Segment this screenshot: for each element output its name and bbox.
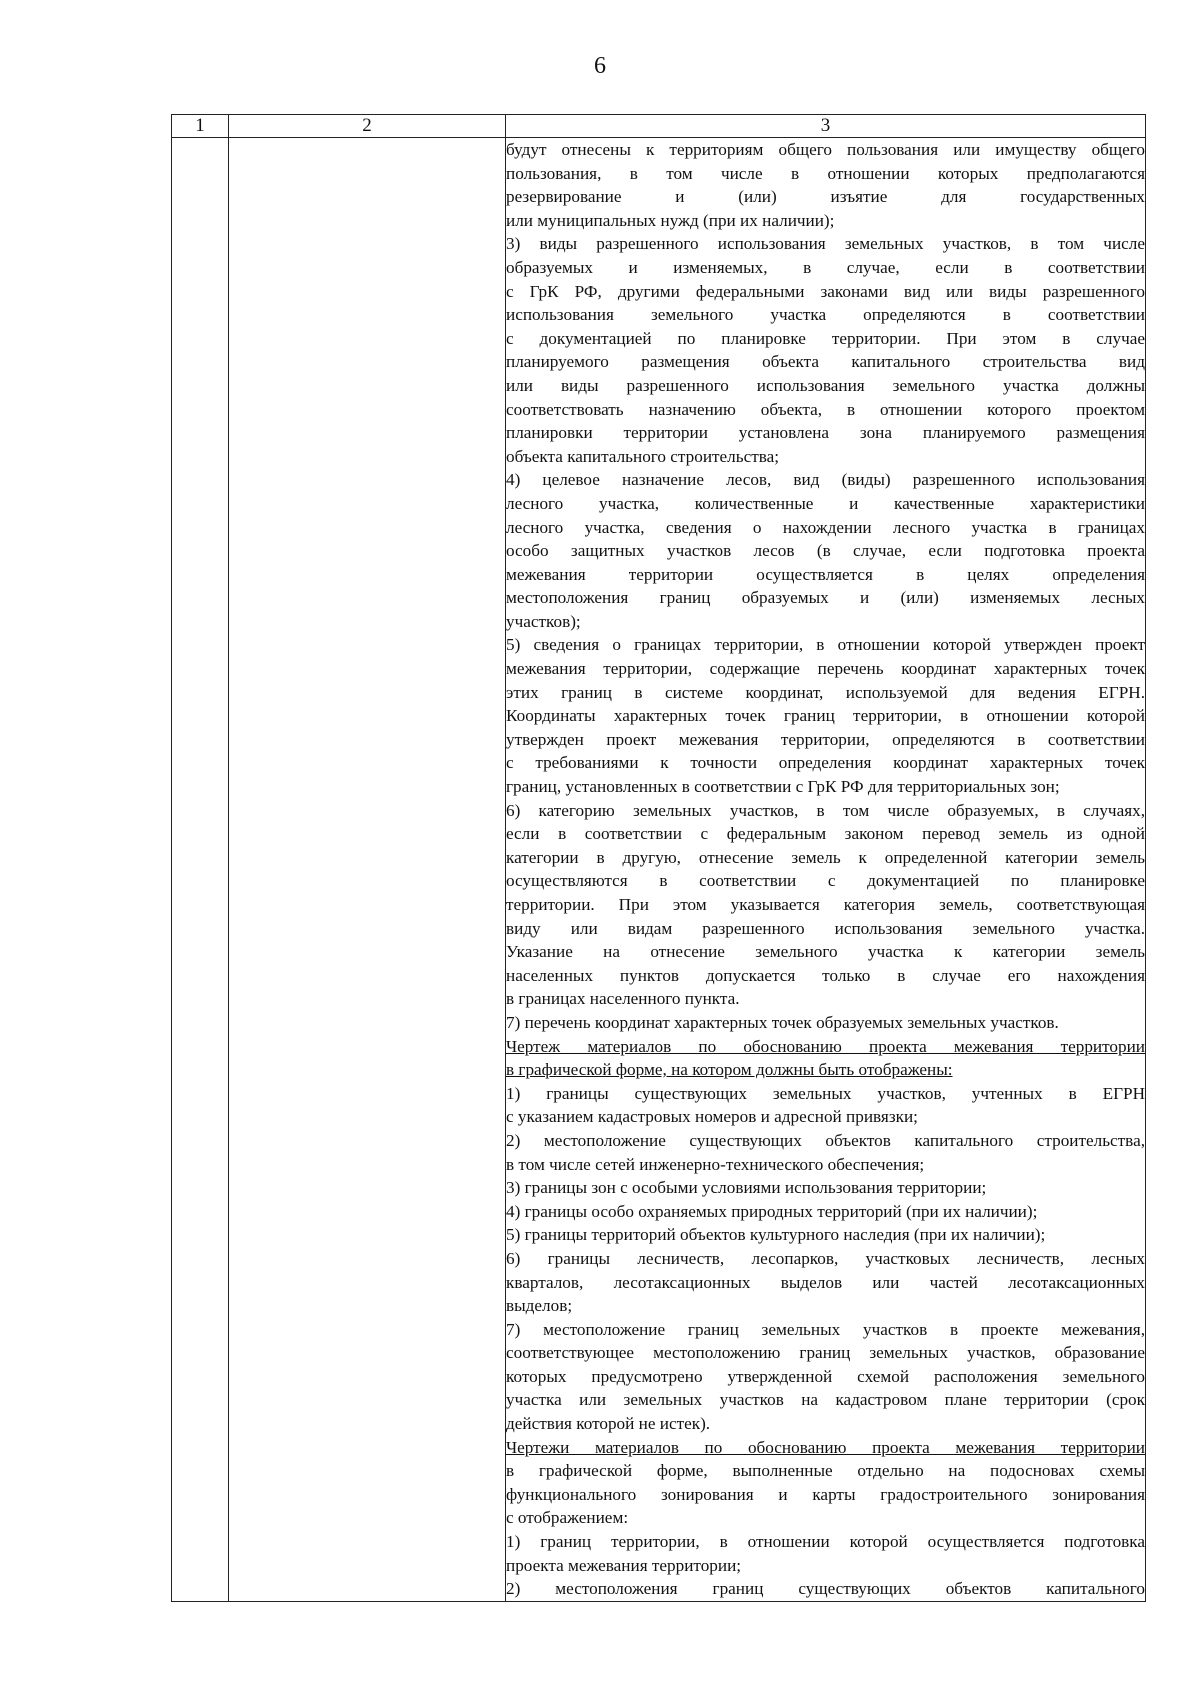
underlined-heading: Чертеж материалов по обоснованию проекта межевания территории (506, 1036, 1145, 1056)
text-line: с документацией по планировке территории. При этом в случае (506, 328, 1145, 348)
text-line: 3) границы зон с особыми условиями использования территории; (506, 1178, 987, 1198)
table-row (172, 138, 1146, 1602)
text-line: в границах населенного пункта. (506, 989, 740, 1009)
text-line: населенных пунктов допускается только в случае его нахождения (506, 965, 1145, 985)
text-line: функционального зонирования и карты градостроительного зонирования (506, 1484, 1145, 1504)
text-line: или муниципальных нужд (при их наличии); (506, 210, 835, 230)
text-line: лесного участка, сведения о нахождении лесного участка в границах (506, 517, 1145, 537)
text-line: планируемого размещения объекта капитального строительства вид (506, 352, 1145, 372)
text-line: образуемых и изменяемых, в случае, если в соответствии (506, 257, 1145, 277)
text-line: 2) местоположение существующих объектов капитального строительства, (506, 1130, 1145, 1150)
table-header-row (172, 115, 1146, 138)
text-line: которых предусмотрено утвержденной схемой расположения земельного (506, 1366, 1145, 1386)
text-line: резервирование и (или) изъятие для государственных (506, 187, 1145, 207)
document-table (171, 114, 1146, 1602)
column-header-2: 2 (229, 115, 506, 138)
text-line: 3) виды разрешенного использования земельных участков, в том числе (506, 234, 1145, 254)
text-line: 7) перечень координат характерных точек образуемых земельных участков. (506, 1012, 1059, 1032)
text-line: участка или земельных участков на кадастровом плане территории (срок (506, 1390, 1145, 1410)
text-line: использования земельного участка определяются в соответствии (506, 305, 1145, 325)
text-line: 5) сведения о границах территории, в отношении которой утвержден проект (506, 635, 1145, 655)
text-line: или виды разрешенного использования земельного участка должны (506, 375, 1145, 395)
table-cell-col1 (172, 138, 229, 1602)
text-line: объекта капитального строительства; (506, 446, 780, 466)
text-line: межевания территории, содержащие перечень координат характерных точек (506, 659, 1145, 679)
text-line: 1) границ территории, в отношении которой осуществляется подготовка (506, 1532, 1145, 1552)
text-line: 6) категорию земельных участков, в том числе образуемых, в случаях, (506, 800, 1145, 820)
text-line: 4) границы особо охраняемых природных территорий (при их наличии); (506, 1201, 1038, 1221)
text-line: межевания территории осуществляется в целях определения (506, 564, 1145, 584)
text-line (506, 1436, 1145, 1460)
underlined-heading: Чертежи материалов по обоснованию проекта межевания территории (506, 1437, 1145, 1457)
text-line: будут отнесены к территориям общего пользования или имуществу общего (506, 140, 1145, 159)
text-line: выделов; (506, 1296, 573, 1316)
text-line: 7) местоположение границ земельных участков в проекте межевания, (506, 1319, 1145, 1339)
text-line: 2) местоположения границ существующих объектов капитального (506, 1579, 1145, 1599)
text-line: Указание на отнесение земельного участка к категории земель (506, 942, 1145, 962)
text-line: в том числе сетей инженерно-технического обеспечения; (506, 1154, 925, 1174)
underlined-heading: в графической форме, на котором должны быть отображены: (506, 1060, 953, 1080)
text-line: границ, установленных в соответствии с ГрК РФ для территориальных зон; (506, 777, 1060, 797)
page-number: 6 (594, 53, 606, 79)
text-line: проекта межевания территории; (506, 1555, 742, 1575)
text-line: 6) границы лесничеств, лесопарков, участковых лесничеств, лесных (506, 1248, 1145, 1268)
text-line: пользования, в том числе в отношении которых предполагаются (506, 163, 1145, 183)
text-line: соответствующее местоположению границ земельных участков, образование (506, 1343, 1145, 1363)
text-line (506, 1058, 1145, 1082)
text-line: Координаты характерных точек границ территории, в отношении которой (506, 706, 1145, 726)
text-line: особо защитных участков лесов (в случае, если подготовка проекта (506, 541, 1145, 561)
text-line: кварталов, лесотаксационных выделов или частей лесотаксационных (506, 1272, 1145, 1292)
column-header-3: 3 (506, 115, 1146, 138)
text-line: с ГрК РФ, другими федеральными законами вид или виды разрешенного (506, 281, 1145, 301)
text-line: с требованиями к точности определения координат характерных точек (506, 753, 1145, 773)
text-line: виду или видам разрешенного использования земельного участка. (506, 918, 1145, 938)
table-cell-col2 (229, 138, 506, 1602)
text-line: местоположения границ образуемых и (или) изменяемых лесных (506, 588, 1145, 608)
text-line: 4) целевое назначение лесов, вид (виды) разрешенного использования (506, 470, 1145, 490)
text-line: планировки территории установлена зона планируемого размещения (506, 423, 1145, 443)
text-line: утвержден проект межевания территории, определяются в соответствии (506, 729, 1145, 749)
text-line (506, 1035, 1145, 1059)
column-header-1: 1 (172, 115, 229, 138)
text-line: с указанием кадастровых номеров и адресной привязки; (506, 1107, 918, 1127)
text-line: 5) границы территорий объектов культурного наследия (при их наличии); (506, 1225, 1046, 1245)
text-line: территории. При этом указывается категория земель, соответствующая (506, 895, 1145, 914)
text-line: этих границ в системе координат, используемой для ведения ЕГРН. (506, 682, 1145, 702)
text-line: соответствовать назначению объекта, в отношении которого проектом (506, 399, 1145, 419)
text-line: осуществляются в соответствии с документацией по планировке (506, 871, 1145, 891)
text-line: в графической форме, выполненные отдельно на подосновах схемы (506, 1461, 1145, 1481)
text-line: участков); (506, 611, 581, 631)
text-line: 1) границы существующих земельных участков, учтенных в ЕГРН (506, 1083, 1145, 1103)
text-line: категории в другую, отнесение земель к определенной категории земель (506, 847, 1145, 867)
text-line: лесного участка, количественные и качественные характеристики (506, 493, 1145, 513)
text-line: если в соответствии с федеральным законом перевод земель из одной (506, 824, 1145, 844)
text-line: действия которой не истек). (506, 1414, 711, 1434)
text-line: с отображением: (506, 1508, 629, 1528)
table-cell-col3-text (506, 138, 1146, 1602)
